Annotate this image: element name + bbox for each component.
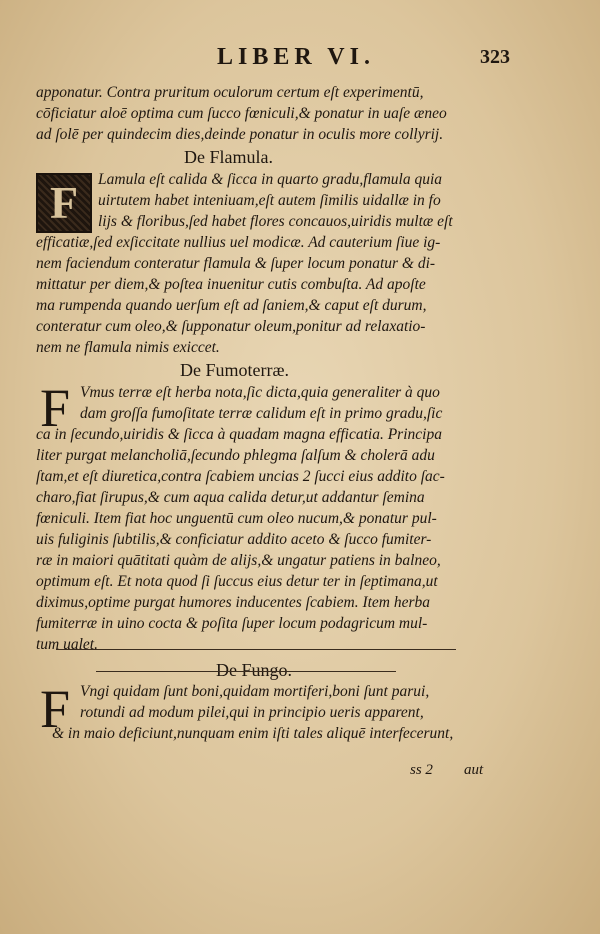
text-line: nem ne flamula nimis exiccet. xyxy=(36,339,220,356)
text-line: ſtam,et eſt diuretica,contra ſcabiem uncias 2 ſucci eius addito ſac- xyxy=(36,468,445,485)
text-line: uirtutem habet inteniuam,eſt autem ſimilis uidallæ in fo xyxy=(98,192,441,209)
text-line: Vmus terræ eſt herba nota,ſic dicta,quia generaliter à quo xyxy=(80,384,440,401)
section-heading-flamula: De Flamula. xyxy=(184,147,273,167)
initial-letter: F xyxy=(40,378,71,438)
section-heading-fumoterrae: De Fumoterræ. xyxy=(180,360,289,380)
decorated-initial: F xyxy=(36,173,92,233)
text-line: ad ſolē per quindecim dies,deinde ponatur in oculis more collyrij. xyxy=(36,126,444,143)
text-line: tum ualet. xyxy=(36,636,98,653)
section-fungo xyxy=(36,681,476,744)
text-line: apponatur. Contra pruritum oculorum certum eſt experimentū, xyxy=(36,84,424,101)
section-fumoterrae xyxy=(36,378,476,655)
text-body xyxy=(36,82,476,744)
text-line: Vngi quidam ſunt boni,quidam mortiferi,boni ſunt parui, xyxy=(80,683,430,700)
folio-number: 323 xyxy=(480,46,510,68)
text-line: & in maio deficiunt,nunquam enim iſti tales aliquē interfecerunt, xyxy=(52,725,454,742)
text-line: efficatiæ,ſed exſiccitate nullius uel modicæ. Ad cauterium ſiue ig- xyxy=(36,234,441,251)
text-line: fœniculi. Item fiat hoc unguentū cum oleo nucum,& ponatur pul- xyxy=(36,510,437,527)
running-title: LIBER VI. xyxy=(217,44,375,70)
text-line: diximus,optime purgat humores inducentes ſcabiem. Item herba xyxy=(36,594,431,611)
text-line: nem faciendum conteratur flamula & ſuper locum ponatur & di- xyxy=(36,255,436,272)
section-heading-fungo: De Fungo. xyxy=(216,660,292,680)
catchword: aut xyxy=(464,762,484,778)
text-line: optimum eſt. Et nota quod ſi ſuccus eius detur ter in ſeptimana,ut xyxy=(36,573,438,590)
text-line: lijs & floribus,ſed habet flores concauos,uiridis multæ eſt xyxy=(98,213,453,230)
text-line: ma rumpenda quando uerſum eſt ad ſaniem,& caput eſt durum, xyxy=(36,297,427,314)
text-line: cōficiatur aloē optima cum ſucco fœniculi,& ponatur in uaſe æneo xyxy=(36,105,447,122)
running-head xyxy=(0,44,600,72)
text-line: conteratur cum oleo,& ſupponatur oleum,ponitur ad relaxatio- xyxy=(36,318,426,335)
text-line: ræ in maiori quātitati quàm de alijs,& ungatur patiens in balneo, xyxy=(36,552,441,569)
handwritten-underline xyxy=(56,649,456,650)
text-line: ca in ſecundo,uiridis & ſicca à quadam magna efficatia. Principa xyxy=(36,426,442,443)
text-line: charo,fiat ſirupus,& cum aqua calida detur,ut addantur ſemina xyxy=(36,489,425,506)
text-line: fumiterræ in uino cocta & poſita ſuper locum podagricum mul- xyxy=(36,615,428,632)
text-line: rotundi ad modum pilei,qui in principio ueris apparent, xyxy=(80,704,424,721)
section-flamula xyxy=(36,169,476,358)
text-line: uis fuliginis ſubtilis,& conficiatur addito aceto & ſucco fumiter- xyxy=(36,531,432,548)
signature-mark: ss 2 xyxy=(410,762,433,778)
text-line: liter purgat melancholiā,ſecundo phlegma ſalſum & cholerā adu xyxy=(36,447,435,464)
handwritten-underline xyxy=(96,671,396,672)
text-line: mittatur per diem,& poſtea inuenitur cutis combuſta. Ad apoſte xyxy=(36,276,426,293)
initial-letter: F xyxy=(40,679,71,739)
text-line: Lamula eſt calida & ſicca in quarto gradu,flamula quia xyxy=(98,171,443,188)
text-line: dam groſſa fumoſitate terræ calidum eſt in primo gradu,ſic xyxy=(80,405,443,422)
